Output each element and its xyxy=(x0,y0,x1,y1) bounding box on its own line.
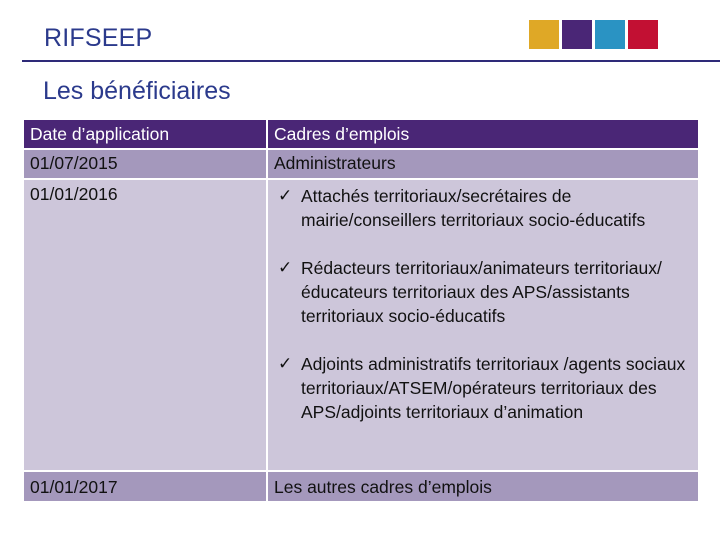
color-squares xyxy=(529,20,658,49)
page-subtitle: Les bénéficiaires xyxy=(43,77,231,105)
cell-cadres-list xyxy=(267,179,699,471)
check-icon: ✓ xyxy=(278,354,293,374)
check-icon: ✓ xyxy=(278,258,293,278)
check-icon: ✓ xyxy=(278,186,293,206)
header-divider xyxy=(22,60,720,62)
list-item-text: Rédacteurs territoriaux/animateurs territoriaux/éducateurs territoriaux des APS/assistants territoriaux socio-éducatifs xyxy=(301,258,662,326)
cell-date: 01/01/2017 xyxy=(23,471,267,502)
color-square-purple xyxy=(562,20,592,49)
list-item xyxy=(274,256,692,328)
color-square-blue xyxy=(595,20,625,49)
table-row xyxy=(23,179,699,471)
table-header-row xyxy=(23,119,699,149)
cell-cadres: Administrateurs xyxy=(267,149,699,179)
list-item-text: Adjoints administratifs territoriaux /agents sociaux territoriaux/ATSEM/opérateurs territoriaux des APS/adjoints territoriaux d’animation xyxy=(301,354,686,422)
list-item-text: Attachés territoriaux/secrétaires de mairie/conseillers territoriaux socio-éducatifs xyxy=(301,186,646,230)
list-item xyxy=(274,184,692,232)
page-title: RIFSEEP xyxy=(44,24,153,52)
column-header-date: Date d’application xyxy=(23,119,267,149)
beneficiaries-table xyxy=(22,118,700,503)
list-item xyxy=(274,352,692,424)
color-square-gold xyxy=(529,20,559,49)
table-row xyxy=(23,149,699,179)
column-header-cadres: Cadres d’emplois xyxy=(267,119,699,149)
cell-date: 01/07/2015 xyxy=(23,149,267,179)
color-square-red xyxy=(628,20,658,49)
table-row xyxy=(23,471,699,502)
cell-cadres: Les autres cadres d’emplois xyxy=(267,471,699,502)
cell-date: 01/01/2016 xyxy=(23,179,267,471)
